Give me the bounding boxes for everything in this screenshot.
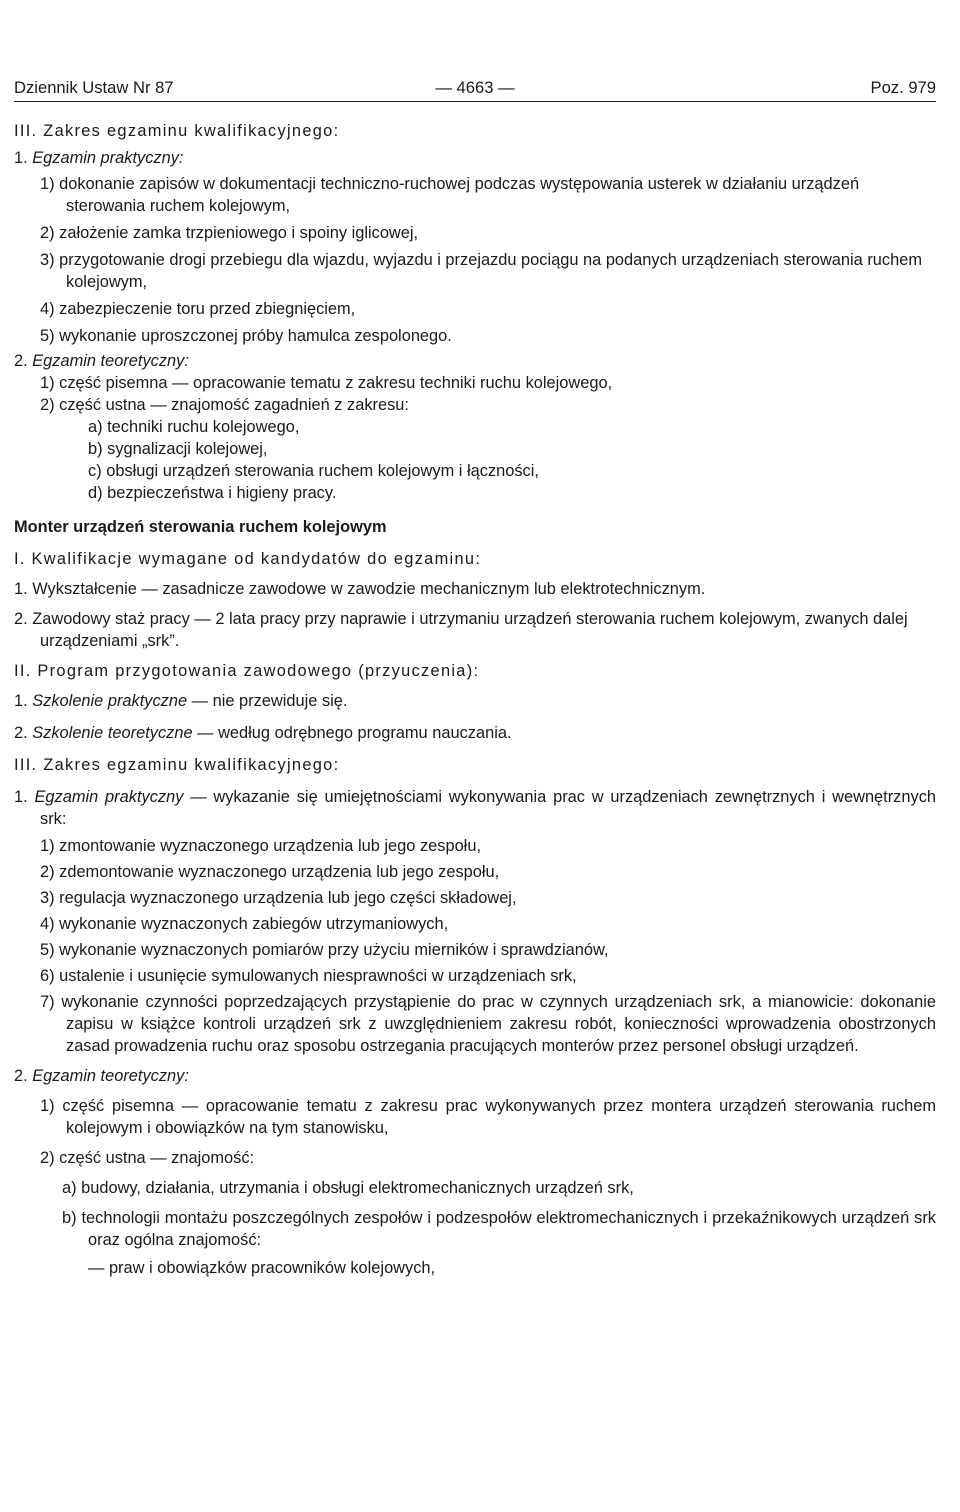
list-item: 1. Szkolenie praktyczne — nie przewiduje się. (14, 692, 348, 710)
document-body (14, 120, 936, 1279)
list-item: 6) ustalenie i usunięcie symulowanych niesprawności w urządzeniach srk, (40, 967, 577, 985)
list-item: 1. Wykształcenie — zasadnicze zawodowe w zawodzie mechanicznym lub elektrotechnicznym. (14, 580, 706, 598)
list-item: 1) część pisemna — opracowanie tematu z zakresu prac wykonywanych przez montera urządzeń sterowania ruchem kolejowym i obowiązków na tym stanowisku, (40, 1097, 936, 1137)
list-item: 4) wykonanie wyznaczonych zabiegów utrzymaniowych, (40, 915, 449, 933)
exam-theory-heading: 2. Egzamin teoretyczny: (14, 352, 189, 370)
page-header (14, 77, 936, 102)
list-item: 1) część pisemna — opracowanie tematu z zakresu techniki ruchu kolejowego, (40, 374, 613, 392)
list-item: 2) część ustna — znajomość zagadnień z zakresu: (40, 396, 409, 414)
sub-item: b) sygnalizacji kolejowej, (88, 440, 268, 458)
sub-item: b) technologii montażu poszczególnych zespołów i podzespołów elektromechanicznych i przekaźnikowych urządzeń srk oraz ogólna znajomość: (62, 1209, 936, 1249)
list-item: 2) założenie zamka trzpieniowego i spoiny iglicowej, (40, 224, 419, 242)
section-heading: II. Program przygotowania zawodowego (przyuczenia): (14, 662, 480, 680)
list-item: 2. Zawodowy staż pracy — 2 lata pracy przy naprawie i utrzymaniu urządzeń sterowania ruchem kolejowym, zwanych dalej urządzeniami „srk”. (14, 610, 908, 650)
sub-item: d) bezpieczeństwa i higieny pracy. (88, 484, 337, 502)
list-item: 2) zdemontowanie wyznaczonego urządzenia lub jego zespołu, (40, 863, 500, 881)
position-number: Poz. 979 (870, 78, 936, 97)
sub-item: a) techniki ruchu kolejowego, (88, 418, 300, 436)
section-heading: I. Kwalifikacje wymagane od kandydatów do egzaminu: (14, 550, 482, 568)
sub-item: c) obsługi urządzeń sterowania ruchem kolejowym i łączności, (88, 462, 539, 480)
list-item: 3) regulacja wyznaczonego urządzenia lub jego części składowej, (40, 889, 517, 907)
list-item: 3) przygotowanie drogi przebiegu dla wjazdu, wyjazdu i przejazdu pociągu na podanych urządzeniach sterowania ruchem kolejowym, (40, 251, 922, 291)
journal-title: Dziennik Ustaw Nr 87 (14, 78, 174, 97)
list-item: 5) wykonanie wyznaczonych pomiarów przy użyciu mierników i sprawdzianów, (40, 941, 609, 959)
list-item: 5) wykonanie uproszczonej próby hamulca zespolonego. (40, 327, 452, 345)
exam-practical-heading: 1. Egzamin praktyczny: (14, 149, 184, 167)
list-item: 7) wykonanie czynności poprzedzających przystąpienie do prac w czynnych urządzeniach srk, a mianowicie: dokonanie zapisu w książce kontroli urządzeń srk z uwzględnieniem zakresu robót, konieczności wprowadzenia obostrzonych zasad prowadzenia ruchu oraz sposobu ostrzegania pracujących monterów przez personel obsługi urządzeń. (40, 993, 936, 1055)
exam-practical-heading: 1. Egzamin praktyczny — wykazanie się umiejętnościami wykonywania prac w urządzeniach zewnętrznych i wewnętrznych srk: (14, 788, 937, 828)
page-number: — 4663 — (435, 78, 515, 97)
exam-theory-heading: 2. Egzamin teoretyczny: (14, 1067, 189, 1085)
occupation-title: Monter urządzeń sterowania ruchem kolejowym (14, 518, 387, 536)
list-item: 2) część ustna — znajomość: (40, 1149, 255, 1167)
dash-item: — praw i obowiązków pracowników kolejowych, (88, 1259, 436, 1277)
list-item: 2. Szkolenie teoretyczne — według odrębnego programu nauczania. (14, 724, 512, 742)
section-heading: III. Zakres egzaminu kwalifikacyjnego: (14, 122, 340, 140)
list-item: 1) zmontowanie wyznaczonego urządzenia lub jego zespołu, (40, 837, 481, 855)
list-item: 4) zabezpieczenie toru przed zbiegnięciem, (40, 300, 356, 318)
section-heading: III. Zakres egzaminu kwalifikacyjnego: (14, 756, 340, 774)
list-item: 1) dokonanie zapisów w dokumentacji techniczno-ruchowej podczas występowania usterek w działaniu urządzeń sterowania ruchem kolejowym, (40, 175, 860, 215)
sub-item: a) budowy, działania, utrzymania i obsługi elektromechanicznych urządzeń srk, (62, 1179, 634, 1197)
